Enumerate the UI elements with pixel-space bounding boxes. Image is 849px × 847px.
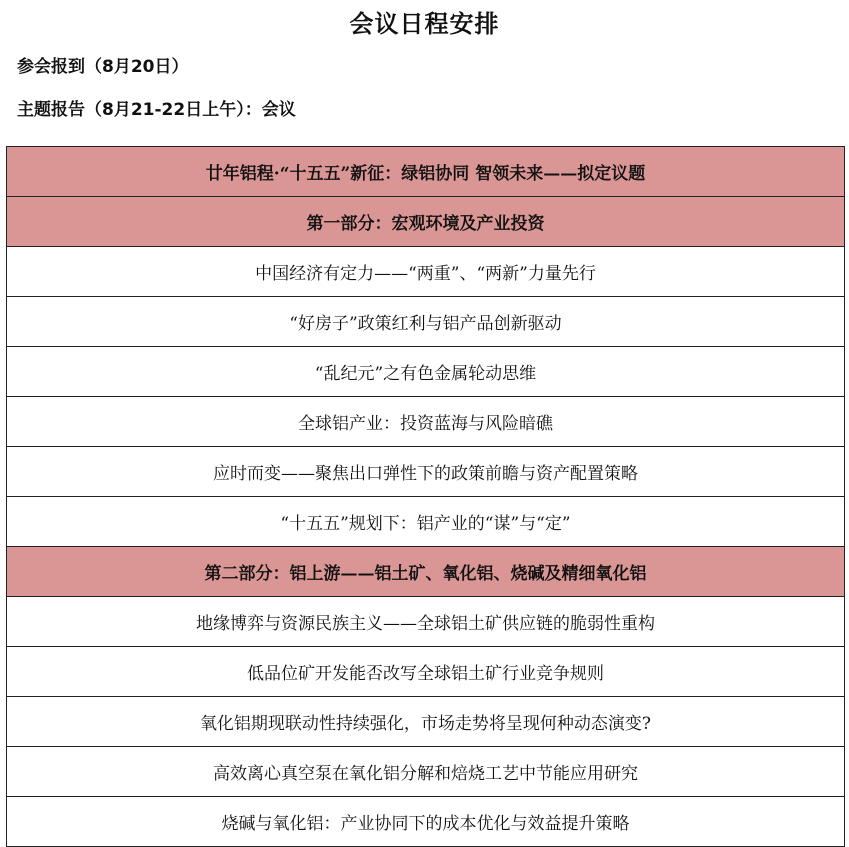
agenda-table [6,146,845,847]
agenda-item-text: 地缘博弈与资源民族主义——全球铝土矿供应链的脆弱性重构 [196,614,655,634]
agenda-item [7,697,844,747]
section-header-text: 第一部分：宏观环境及产业投资 [306,214,545,234]
agenda-item-text: 中国经济有定力——“两重”、“两新”力量先行 [255,264,596,284]
agenda-title-row [7,147,844,197]
agenda-item-text: 烧碱与氧化铝：产业协同下的成本优化与效益提升策略 [221,814,630,834]
agenda-item [7,447,844,497]
section-header-text: 第二部分：铝上游——铝土矿、氧化铝、烧碱及精细氧化铝 [204,564,647,584]
agenda-item-text: 应时而变——聚焦出口弹性下的政策前瞻与资产配置策略 [213,464,638,484]
agenda-item-text: “好房子”政策红利与铝产品创新驱动 [289,314,562,334]
agenda-item [7,797,844,847]
agenda-item [7,647,844,697]
agenda-item [7,347,844,397]
agenda-item [7,247,844,297]
agenda-item-text: “乱纪元”之有色金属轮动思维 [314,364,537,384]
agenda-item-text: “十五五”规划下：铝产业的“谋”与“定” [280,514,571,534]
section-header-part-1 [7,197,844,247]
agenda-item [7,497,844,547]
section-header-part-2 [7,547,844,597]
page-title: 会议日程安排 [349,10,500,38]
agenda-item [7,747,844,797]
agenda-item-text: 低品位矿开发能否改写全球铝土矿行业竞争规则 [247,664,604,684]
agenda-item-text: 氧化铝期现联动性持续强化，市场走势将呈现何种动态演变? [199,714,652,734]
agenda-item [7,597,844,647]
agenda-item [7,397,844,447]
keynote-info: 主题报告（8月21-22日上午）：会议 [17,100,296,120]
agenda-item-text: 高效离心真空泵在氧化铝分解和焙烧工艺中节能应用研究 [213,764,638,784]
agenda-item-text: 全球铝产业：投资蓝海与风险暗礁 [298,414,553,434]
agenda-item [7,297,844,347]
agenda-title-text: 廿年铝程·“十五五”新征：绿铝协同 智领未来——拟定议题 [205,164,646,184]
registration-info: 参会报到（8月20日） [17,57,189,77]
